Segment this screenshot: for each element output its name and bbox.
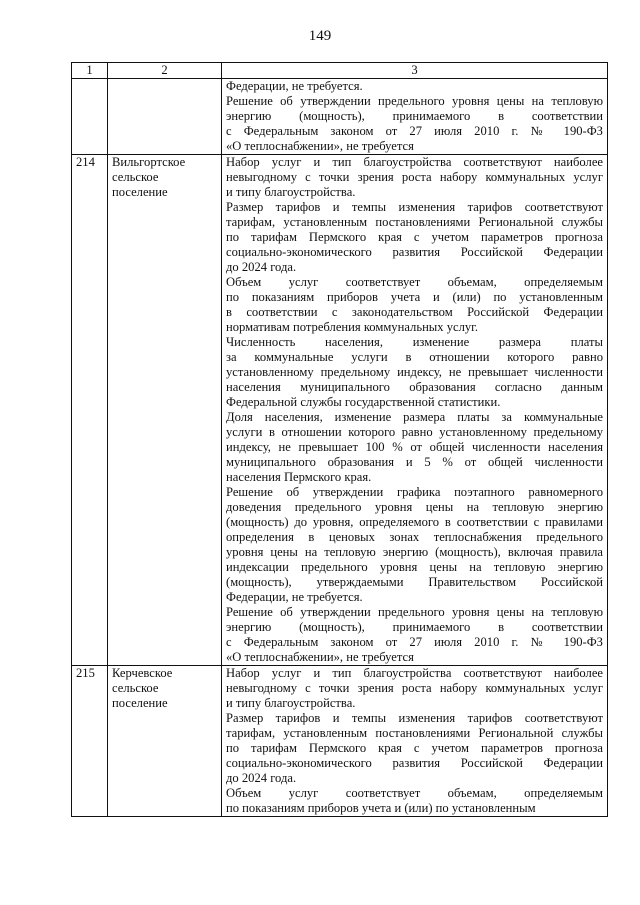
table-header-row xyxy=(72,63,608,79)
text-line: Федерации, не требуется. xyxy=(226,590,363,604)
text-line: энергию (мощность), принимаемого в соответствии xyxy=(226,109,603,123)
description-paragraph xyxy=(226,485,603,605)
text-line: и типу благоустройства. xyxy=(226,185,356,199)
text-line: населения Пермского края. xyxy=(226,470,372,484)
text-line: определения в ценовых зонах теплоснабжения предельного xyxy=(226,530,603,544)
settlement-name-line: сельское xyxy=(112,681,159,695)
text-line: с Федеральным законом от 27 июля 2010 г. № 190-ФЗ xyxy=(226,124,603,138)
text-line: по показаниям приборов учета и (или) по установленным xyxy=(226,290,603,304)
text-line: социально-экономического развития Российской Федерации xyxy=(226,756,603,770)
text-line: социально-экономического развития Российской Федерации xyxy=(226,245,603,259)
description-paragraph xyxy=(226,79,603,94)
description-paragraph xyxy=(226,155,603,200)
text-line: населения муниципального образования согласно данным xyxy=(226,380,603,394)
text-line: по тарифам Пермского края с учетом параметров прогноза xyxy=(226,230,603,244)
text-line: Федерации, не требуется. xyxy=(226,79,363,93)
settlement-name-line: поселение xyxy=(112,185,168,199)
table-body xyxy=(72,79,608,817)
table-row xyxy=(72,155,608,666)
description-cell xyxy=(222,666,608,817)
header-cell-2: 2 xyxy=(108,63,222,79)
text-line: услуги в отношении которого равно установленному предельному xyxy=(226,425,603,439)
description-paragraph xyxy=(226,335,603,410)
text-line: за коммунальные услуги в отношении которого равно xyxy=(226,350,603,364)
text-line: «О теплоснабжении», не требуется xyxy=(226,650,414,664)
description-paragraph xyxy=(226,666,603,711)
header-cell-3: 3 xyxy=(222,63,608,79)
text-line: Объем услуг соответствует объемам, определяемым xyxy=(226,786,603,800)
settlement-name-line: Вильгортское xyxy=(112,155,186,169)
description-paragraph xyxy=(226,711,603,786)
text-line: «О теплоснабжении», не требуется xyxy=(226,139,414,153)
text-line: доведения предельного уровня цены на тепловую энергию xyxy=(226,500,603,514)
header-cell-1: 1 xyxy=(72,63,108,79)
text-line: тарифам, установленным постановлениями Региональной службы xyxy=(226,215,603,229)
text-line: индексу, не превышает 100 % от общей численности населения xyxy=(226,440,603,454)
text-line: Федеральной службы государственной статистики. xyxy=(226,395,501,409)
text-line: Решение об утверждении предельного уровня цены на тепловую xyxy=(226,605,603,619)
text-line: по показаниям приборов учета и (или) по установленным xyxy=(226,801,536,815)
text-line: нормативам потребления коммунальных услуг. xyxy=(226,320,479,334)
text-line: Решение об утверждении предельного уровня цены на тепловую xyxy=(226,94,603,108)
settlement-name-line: Керчевское xyxy=(112,666,173,680)
row-number-cell xyxy=(72,79,108,155)
settlement-name-cell xyxy=(108,79,222,155)
text-line: Объем услуг соответствует объемам, определяемым xyxy=(226,275,603,289)
text-line: индексации предельного уровня цены на тепловую энергию xyxy=(226,560,603,574)
row-number-cell: 214 xyxy=(72,155,108,666)
table-row xyxy=(72,666,608,817)
text-line: тарифам, установленным постановлениями Региональной службы xyxy=(226,726,603,740)
description-cell xyxy=(222,155,608,666)
description-paragraph xyxy=(226,786,603,816)
description-paragraph xyxy=(226,94,603,154)
text-line: энергию (мощность), принимаемого в соответствии xyxy=(226,620,603,634)
description-paragraph xyxy=(226,605,603,665)
row-number-cell: 215 xyxy=(72,666,108,817)
settlement-name-cell xyxy=(108,155,222,666)
text-line: Решение об утверждении графика поэтапного равномерного xyxy=(226,485,603,499)
description-paragraph xyxy=(226,410,603,485)
data-table xyxy=(71,62,608,817)
description-cell xyxy=(222,79,608,155)
text-line: Размер тарифов и темпы изменения тарифов соответствуют xyxy=(226,711,603,725)
text-line: с Федеральным законом от 27 июля 2010 г. № 190-ФЗ xyxy=(226,635,603,649)
settlement-name-line: поселение xyxy=(112,696,168,710)
text-line: в соответствии с законодательством Российской Федерации xyxy=(226,305,603,319)
text-line: по тарифам Пермского края с учетом параметров прогноза xyxy=(226,741,603,755)
text-line: (мощность) до уровня, определяемого в соответствии с правилами xyxy=(226,515,603,529)
text-line: Размер тарифов и темпы изменения тарифов соответствуют xyxy=(226,200,603,214)
text-line: Набор услуг и тип благоустройства соответствуют наиболее xyxy=(226,155,603,169)
text-line: установленному предельному индексу, не превышает численности xyxy=(226,365,603,379)
text-line: Набор услуг и тип благоустройства соответствуют наиболее xyxy=(226,666,603,680)
table-row xyxy=(72,79,608,155)
text-line: муниципального образования и 5 % от общей численности xyxy=(226,455,603,469)
description-paragraph xyxy=(226,275,603,335)
text-line: уровня цены на тепловую энергию (мощность), включая правила xyxy=(226,545,603,559)
description-paragraph xyxy=(226,200,603,275)
text-line: невыгодному с точки зрения роста набору коммунальных услуг xyxy=(226,170,603,184)
text-line: (мощность), утверждаемыми Правительством Российской xyxy=(226,575,603,589)
text-line: и типу благоустройства. xyxy=(226,696,356,710)
page-number: 149 xyxy=(308,28,332,44)
text-line: до 2024 года. xyxy=(226,771,297,785)
text-line: Доля населения, изменение размера платы за коммунальные xyxy=(226,410,603,424)
settlement-name-line: сельское xyxy=(112,170,159,184)
settlement-name-cell xyxy=(108,666,222,817)
text-line: до 2024 года. xyxy=(226,260,297,274)
text-line: Численность населения, изменение размера платы xyxy=(226,335,603,349)
text-line: невыгодному с точки зрения роста набору коммунальных услуг xyxy=(226,681,603,695)
